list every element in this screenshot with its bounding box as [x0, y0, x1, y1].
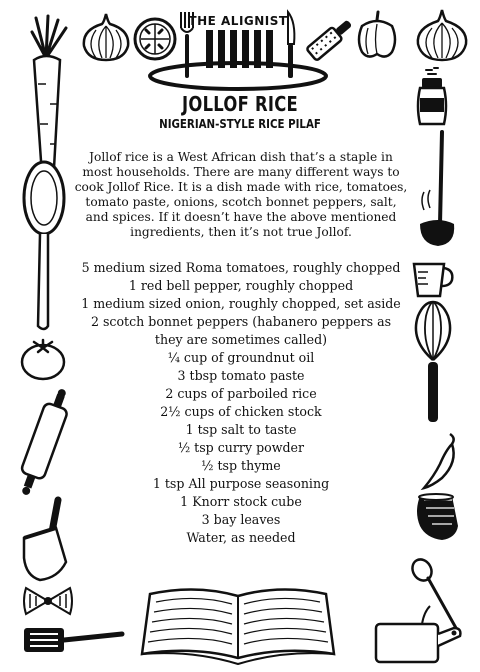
recipe-intro: Jollof rice is a West African dish that’s a staple in most households. There are many different ways to cook Jollof Rice. It is a dish made with rice, tomatoes, tomato paste, onions, scotch bonnet peppers, salt, and spices. If it doesn’t have the above mentioned ingredients, then it’s not true Jollof. [74, 150, 408, 239]
list-item: 5 medium sized Roma tomatoes, roughly chopped [81, 260, 401, 275]
list-item: 2 scotch bonnet peppers (habanero peppers as they are sometimes called) [90, 314, 392, 347]
list-item: ¼ cup of groundnut oil [167, 350, 315, 365]
ingredient-list [78, 259, 404, 547]
tomato-icon [20, 338, 66, 380]
list-item: ½ tsp thyme [201, 458, 281, 473]
recipe-title: JOLLOF RICE [182, 92, 298, 116]
spatula-icon [22, 622, 126, 658]
wooden-spoon-icon [20, 160, 68, 332]
cutting-board-icon [372, 604, 462, 664]
salt-shaker-icon [414, 66, 450, 128]
list-item: Water, as needed [186, 530, 296, 545]
list-item: 1 red bell pepper, roughly chopped [128, 278, 354, 293]
mixing-bowl-icon [412, 492, 460, 542]
ladle-icon [414, 128, 460, 252]
list-item: 3 tbsp tomato paste [177, 368, 305, 383]
rolling-pin-icon [24, 384, 64, 500]
list-item: 1 medium sized onion, roughly chopped, set aside [81, 296, 401, 311]
bow-tie-pasta-icon [22, 586, 74, 616]
grater-icon [298, 12, 360, 68]
measuring-cup-icon [410, 258, 456, 300]
list-item: 1 tsp salt to taste [185, 422, 297, 437]
list-item: 2½ cups of chicken stock [160, 404, 322, 419]
open-book-icon [136, 584, 340, 668]
fork-icon [178, 10, 196, 80]
saucepan-icon [18, 498, 76, 584]
onion-icon [80, 12, 132, 62]
bell-pepper-icon [356, 10, 398, 60]
list-item: 1 tsp All purpose seasoning [152, 476, 330, 491]
tomato-slice-icon [132, 16, 178, 62]
list-item: 3 bay leaves [201, 512, 281, 527]
brand-name: THE ALIGNIST [188, 14, 288, 28]
list-item: ½ tsp curry powder [177, 440, 305, 455]
onion-icon [414, 8, 470, 62]
knife-icon [282, 10, 298, 80]
chili-pepper-icon [420, 432, 460, 490]
recipe-subtitle: NIGERIAN-STYLE RICE PILAF [159, 116, 321, 131]
list-item: 1 Knorr stock cube [180, 494, 302, 509]
list-item: 2 cups of parboiled rice [165, 386, 317, 401]
whisk-icon [410, 300, 456, 430]
